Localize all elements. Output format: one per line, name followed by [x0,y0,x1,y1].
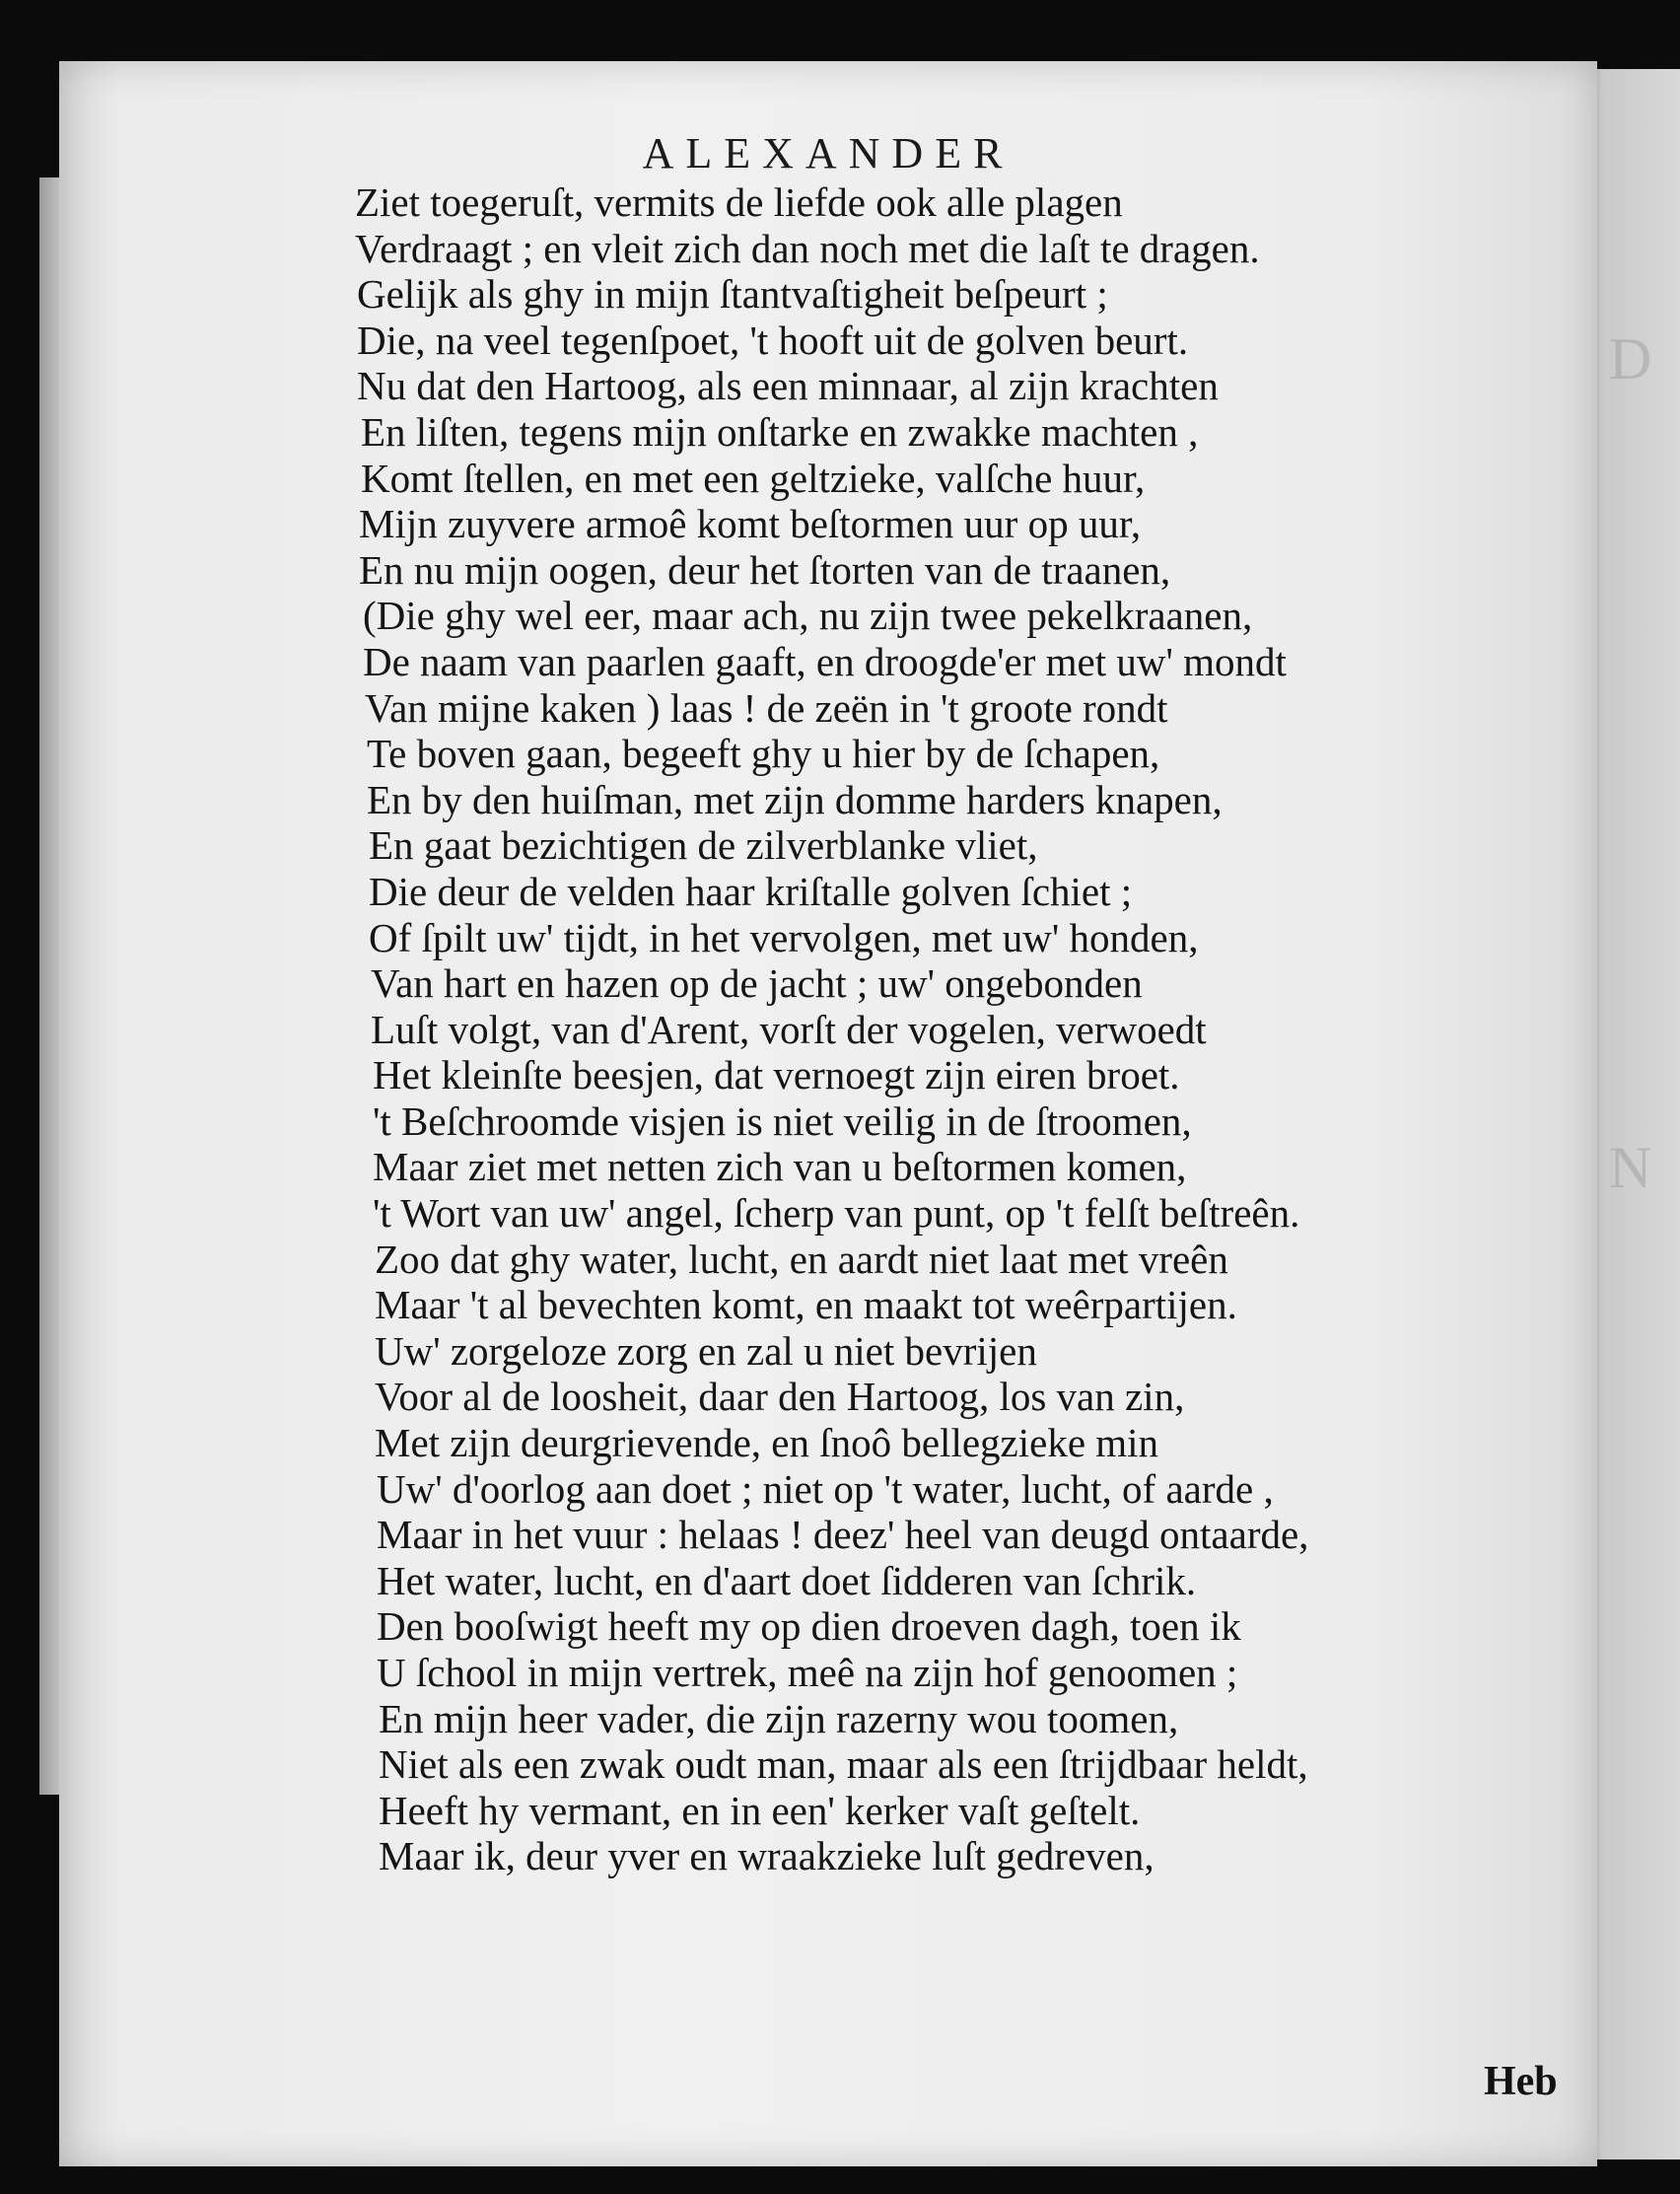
verse-line: Gelijk als ghy in mijn ſtantvaſtigheit beſpeurt ; [357,271,1108,318]
verse-line: Maar 't al bevechten komt, en maakt tot weêrpartijen. [375,1282,1237,1328]
verse-line: U ſchool in mijn vertrek, meê na zijn hof genoomen ; [377,1650,1238,1695]
verse-line: En mijn heer vader, die zijn razerny wou toomen, [379,1695,1179,1741]
verse-line: Te boven gaan, begeeft ghy u hier by de ſchapen, [367,731,1160,777]
verse-line: Niet als een zwak oudt man, maar als een ſtrijdbaar heldt, [379,1741,1308,1788]
verse-line: Uw' zorgeloze zorg en zal u niet bevrijen [375,1327,1037,1374]
verse-line: (Die ghy wel eer, maar ach, nu zijn twee pekelkraanen, [363,593,1253,639]
verse-line: Maar ik, deur yver en wraakzieke luſt gedreven, [379,1833,1155,1879]
verse-text [355,179,1479,1879]
verse-line: Ziet toegeruſt, vermits de liefde ook alle plagen [355,179,1123,225]
verse-line: Het water, lucht, en d'aart doet ſidderen van ſchrik. [377,1557,1197,1603]
verse-line: Maar in het vuur : helaas ! deez' heel van deugd ontaarde, [377,1512,1309,1558]
verse-line: En by den huiſman, met zijn domme harders knapen, [367,776,1223,822]
verse-line: Die deur de velden haar kriſtalle golven ſchiet ; [369,868,1133,914]
verse-line: Met zijn deurgrievende, en ſnoô bellegzieke min [375,1420,1159,1466]
facing-page-bleedthrough-initial: D [1609,326,1652,391]
verse-line: Den booſwigt heeft my op dien droeven dagh, toen ik [377,1603,1241,1650]
verse-line: Die, na veel tegenſpoet, 't hooft uit de golven beurt. [357,317,1189,363]
verse-line: Uw' d'oorlog aan doet ; niet op 't water, lucht, of aarde , [377,1465,1274,1512]
verse-line: Voor al de loosheit, daar den Hartoog, los van zin, [375,1374,1185,1420]
verse-line: Van mijne kaken ) laas ! de zeën in 't groote rondt [365,684,1168,731]
verse-line: Het kleinſte beesjen, dat vernoegt zijn eiren broet. [373,1052,1180,1098]
book-page [59,61,1597,2166]
verse-line: 't Wort van uw' angel, ſcherp van punt, op 't felſt beſtreên. [373,1190,1300,1237]
verse-line: Of ſpilt uw' tijdt, in het vervolgen, met uw' honden, [369,914,1199,960]
verse-line: En liſten, tegens mijn onſtarke en zwakke machten , [361,408,1199,455]
verse-line: Komt ſtellen, en met een geltzieke, valſche huur, [361,455,1146,501]
verse-line: Heeft hy vermant, en in een' kerker vaſt geſtelt. [379,1787,1141,1833]
verse-line: Zoo dat ghy water, lucht, en aardt niet laat met vreên [375,1236,1228,1282]
verse-line: Nu dat den Hartoog, als een minnaar, al zijn krachten [357,363,1219,409]
facing-page-bleedthrough-mark: N [1609,1135,1652,1200]
verse-line: De naam van paarlen gaaft, en droogde'er met uw' mondt [363,638,1287,684]
verse-line: Van hart en hazen op de jacht ; uw' ongebonden [371,960,1143,1007]
verse-line: Maar ziet met netten zich van u beſtormen komen, [373,1144,1187,1190]
catchword: Heb [1484,2059,1558,2104]
verse-line: Verdraagt ; en vleit zich dan noch met die laſt te dragen. [355,225,1260,271]
verse-line: Luſt volgt, van d'Arent, vorſt der vogelen, verwoedt [371,1006,1207,1052]
verse-line: Mijn zuyvere armoê komt beſtormen uur op uur, [359,501,1142,547]
verse-line: En gaat bezichtigen de zilverblanke vliet, [369,822,1038,869]
verse-line: 't Beſchroomde visjen is niet veilig in de ſtroomen, [373,1097,1192,1144]
verse-line: En nu mijn oogen, deur het ſtorten van de traanen, [359,546,1171,593]
running-head: ALEXANDER [642,129,1015,177]
